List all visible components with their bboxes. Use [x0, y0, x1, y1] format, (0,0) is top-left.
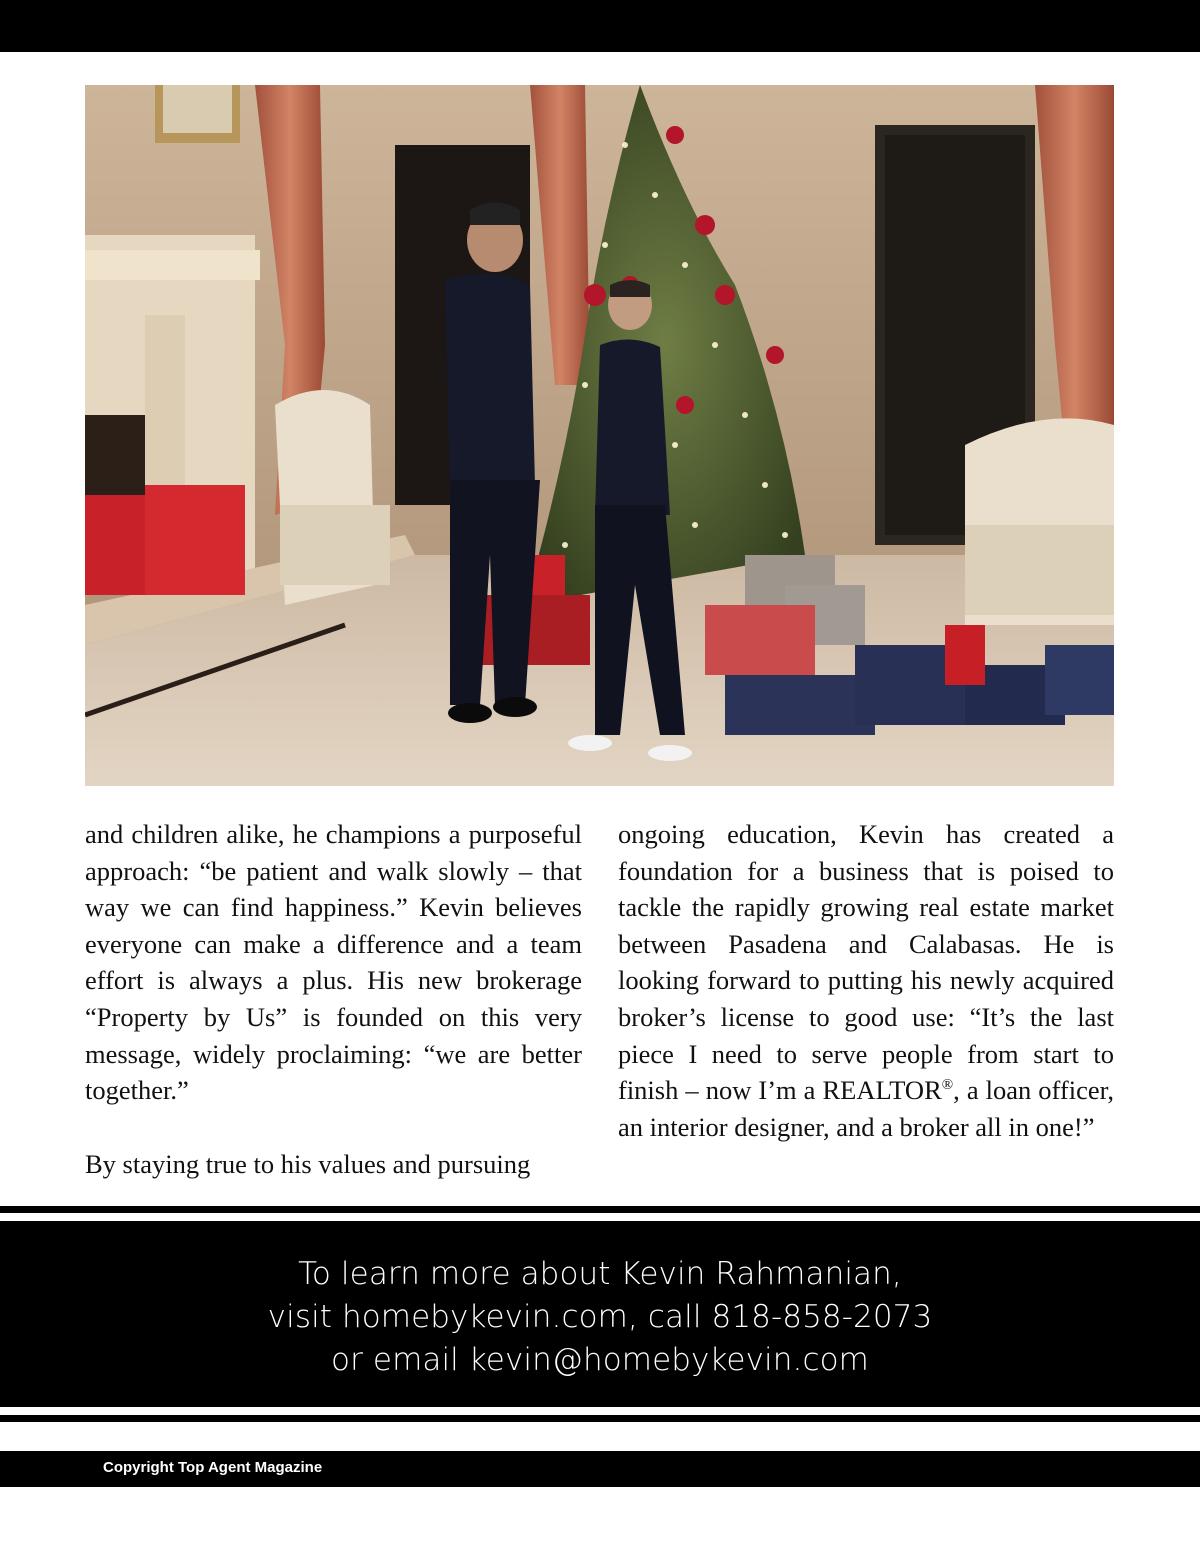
- registered-mark: ®: [941, 1077, 954, 1094]
- article-column-left: [85, 816, 582, 1182]
- copyright-text: Copyright Top Agent Magazine: [103, 1459, 323, 1476]
- contact-line: or email kevin@homebykevin.com: [331, 1342, 869, 1378]
- contact-box: [0, 1221, 1200, 1407]
- contact-line: To learn more about Kevin Rahmanian,: [298, 1256, 902, 1292]
- article-text: ongoing education, Kevin has created a foundation for a business that is poised to tackle the rapidly growing real estate market between Pasadena and Calabasas. He is looking forward to putting his newly acquired broker’s license to good use: “It’s the last piece I need to serve people from start to finish – now I’m a REALTOR: [618, 819, 1114, 1106]
- divider-rule: [0, 1415, 1200, 1422]
- article-column-right: [618, 816, 1114, 1145]
- photo-illustration: [85, 85, 1114, 786]
- feature-photo: [85, 85, 1114, 786]
- divider-rule: [0, 1206, 1200, 1213]
- article-paragraph: By staying true to his values and pursuing: [85, 1148, 531, 1179]
- article-paragraph: [618, 816, 1114, 1145]
- article-text: , a loan officer, an interior designer, and a broker all in one!”: [618, 1075, 1114, 1142]
- top-black-bar: [0, 0, 1200, 52]
- article-paragraph: and children alike, he champions a purposeful approach: “be patient and walk slowly – that way we can find happiness.” Kevin believes everyone can make a difference and a team effort is always a plus. His new brokerage “Property by Us” is founded on this very message, widely proclaiming: “we are better together.”: [85, 819, 582, 1106]
- paragraph-gap: [85, 1109, 582, 1146]
- contact-line: visit homebykevin.com, call 818-858-2073: [267, 1299, 933, 1335]
